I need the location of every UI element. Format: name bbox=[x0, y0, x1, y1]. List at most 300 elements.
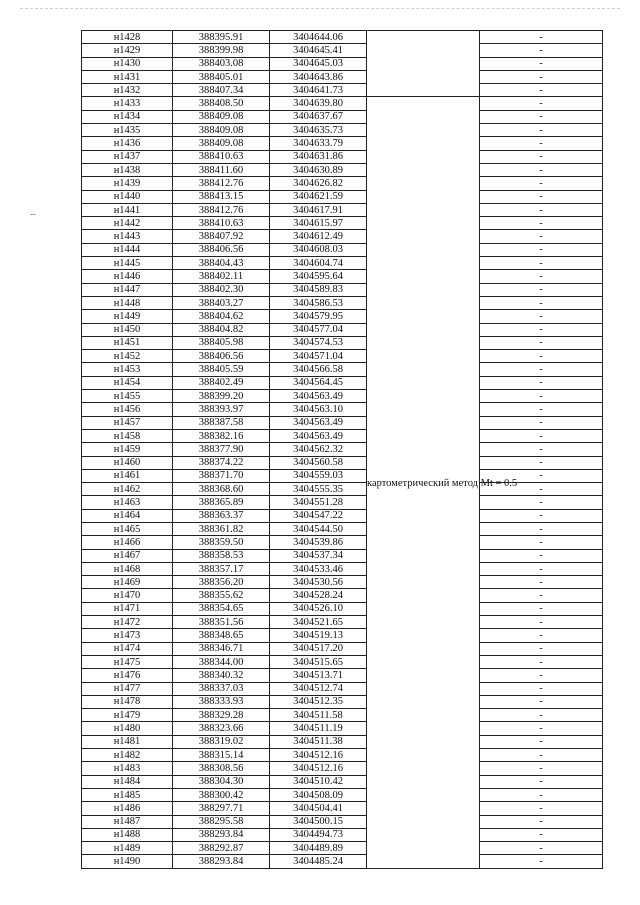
point-id-cell: н1432 bbox=[82, 84, 173, 97]
table-row bbox=[82, 655, 603, 668]
accuracy-dash-cell: - bbox=[480, 336, 603, 349]
y-coordinate-cell: 3404494.73 bbox=[270, 828, 367, 841]
accuracy-dash-cell: - bbox=[480, 230, 603, 243]
x-coordinate-cell: 388412.76 bbox=[173, 203, 270, 216]
y-coordinate-cell: 3404515.65 bbox=[270, 655, 367, 668]
coordinates-table bbox=[81, 30, 603, 869]
x-coordinate-cell: 388374.22 bbox=[173, 456, 270, 469]
x-coordinate-cell: 388315.14 bbox=[173, 749, 270, 762]
table-row bbox=[82, 124, 603, 137]
accuracy-dash-cell: - bbox=[480, 775, 603, 788]
x-coordinate-cell: 388357.17 bbox=[173, 562, 270, 575]
table-row bbox=[82, 270, 603, 283]
table-row bbox=[82, 536, 603, 549]
y-coordinate-cell: 3404639.80 bbox=[270, 97, 367, 110]
point-id-cell: н1437 bbox=[82, 150, 173, 163]
point-id-cell: н1443 bbox=[82, 230, 173, 243]
x-coordinate-cell: 388409.08 bbox=[173, 137, 270, 150]
x-coordinate-cell: 388413.15 bbox=[173, 190, 270, 203]
x-coordinate-cell: 388361.82 bbox=[173, 522, 270, 535]
accuracy-dash-cell: - bbox=[480, 536, 603, 549]
y-coordinate-cell: 3404608.03 bbox=[270, 243, 367, 256]
x-coordinate-cell: 388308.56 bbox=[173, 762, 270, 775]
accuracy-dash-cell: - bbox=[480, 323, 603, 336]
x-coordinate-cell: 388406.56 bbox=[173, 243, 270, 256]
table-row bbox=[82, 828, 603, 841]
table-row bbox=[82, 70, 603, 83]
method-cell: картометрический метод Mt = 0.5 bbox=[367, 97, 480, 868]
y-coordinate-cell: 3404626.82 bbox=[270, 177, 367, 190]
x-coordinate-cell: 388402.49 bbox=[173, 376, 270, 389]
x-coordinate-cell: 388403.27 bbox=[173, 296, 270, 309]
y-coordinate-cell: 3404508.09 bbox=[270, 788, 367, 801]
accuracy-dash-cell: - bbox=[480, 642, 603, 655]
point-id-cell: н1480 bbox=[82, 722, 173, 735]
table-row bbox=[82, 429, 603, 442]
accuracy-dash-cell: - bbox=[480, 390, 603, 403]
point-id-cell: н1459 bbox=[82, 443, 173, 456]
y-coordinate-cell: 3404641.73 bbox=[270, 84, 367, 97]
table-row bbox=[82, 217, 603, 230]
y-coordinate-cell: 3404617.91 bbox=[270, 203, 367, 216]
y-coordinate-cell: 3404512.35 bbox=[270, 695, 367, 708]
point-id-cell: н1439 bbox=[82, 177, 173, 190]
point-id-cell: н1438 bbox=[82, 163, 173, 176]
point-id-cell: н1487 bbox=[82, 815, 173, 828]
table-row bbox=[82, 642, 603, 655]
point-id-cell: н1460 bbox=[82, 456, 173, 469]
accuracy-dash-cell: - bbox=[480, 137, 603, 150]
table-row bbox=[82, 31, 603, 44]
point-id-cell: н1441 bbox=[82, 203, 173, 216]
point-id-cell: н1469 bbox=[82, 576, 173, 589]
y-coordinate-cell: 3404533.46 bbox=[270, 562, 367, 575]
accuracy-dash-cell: - bbox=[480, 509, 603, 522]
y-coordinate-cell: 3404644.06 bbox=[270, 31, 367, 44]
point-id-cell: н1436 bbox=[82, 137, 173, 150]
accuracy-dash-cell: - bbox=[480, 669, 603, 682]
table-row bbox=[82, 749, 603, 762]
accuracy-dash-cell: - bbox=[480, 203, 603, 216]
x-coordinate-cell: 388371.70 bbox=[173, 469, 270, 482]
accuracy-dash-cell: - bbox=[480, 376, 603, 389]
table-row bbox=[82, 177, 603, 190]
point-id-cell: н1482 bbox=[82, 749, 173, 762]
accuracy-dash-cell: - bbox=[480, 842, 603, 855]
x-coordinate-cell: 388293.84 bbox=[173, 855, 270, 868]
x-coordinate-cell: 388382.16 bbox=[173, 429, 270, 442]
accuracy-dash-cell: - bbox=[480, 722, 603, 735]
x-coordinate-cell: 388365.89 bbox=[173, 496, 270, 509]
accuracy-dash-cell: - bbox=[480, 682, 603, 695]
y-coordinate-cell: 3404562.32 bbox=[270, 443, 367, 456]
x-coordinate-cell: 388356.20 bbox=[173, 576, 270, 589]
y-coordinate-cell: 3404544.50 bbox=[270, 522, 367, 535]
accuracy-dash-cell: - bbox=[480, 855, 603, 868]
y-coordinate-cell: 3404537.34 bbox=[270, 549, 367, 562]
x-coordinate-cell: 388402.11 bbox=[173, 270, 270, 283]
y-coordinate-cell: 3404512.16 bbox=[270, 762, 367, 775]
accuracy-dash-cell: - bbox=[480, 695, 603, 708]
y-coordinate-cell: 3404615.97 bbox=[270, 217, 367, 230]
table-row bbox=[82, 695, 603, 708]
y-coordinate-cell: 3404511.38 bbox=[270, 735, 367, 748]
table-row bbox=[82, 416, 603, 429]
point-id-cell: н1448 bbox=[82, 296, 173, 309]
table-row bbox=[82, 562, 603, 575]
x-coordinate-cell: 388387.58 bbox=[173, 416, 270, 429]
table-row bbox=[82, 390, 603, 403]
x-coordinate-cell: 388351.56 bbox=[173, 616, 270, 629]
x-coordinate-cell: 388333.93 bbox=[173, 695, 270, 708]
point-id-cell: н1433 bbox=[82, 97, 173, 110]
point-id-cell: н1434 bbox=[82, 110, 173, 123]
y-coordinate-cell: 3404633.79 bbox=[270, 137, 367, 150]
table-row bbox=[82, 735, 603, 748]
y-coordinate-cell: 3404612.49 bbox=[270, 230, 367, 243]
accuracy-dash-cell: - bbox=[480, 31, 603, 44]
point-id-cell: н1473 bbox=[82, 629, 173, 642]
table-row bbox=[82, 283, 603, 296]
table-row bbox=[82, 762, 603, 775]
point-id-cell: н1467 bbox=[82, 549, 173, 562]
accuracy-dash-cell: - bbox=[480, 443, 603, 456]
point-id-cell: н1464 bbox=[82, 509, 173, 522]
x-coordinate-cell: 388295.58 bbox=[173, 815, 270, 828]
point-id-cell: н1466 bbox=[82, 536, 173, 549]
accuracy-dash-cell: - bbox=[480, 828, 603, 841]
y-coordinate-cell: 3404586.53 bbox=[270, 296, 367, 309]
x-coordinate-cell: 388292.87 bbox=[173, 842, 270, 855]
point-id-cell: н1476 bbox=[82, 669, 173, 682]
y-coordinate-cell: 3404645.03 bbox=[270, 57, 367, 70]
accuracy-dash-cell: - bbox=[480, 429, 603, 442]
point-id-cell: н1478 bbox=[82, 695, 173, 708]
point-id-cell: н1474 bbox=[82, 642, 173, 655]
table-row bbox=[82, 363, 603, 376]
point-id-cell: н1455 bbox=[82, 390, 173, 403]
point-id-cell: н1490 bbox=[82, 855, 173, 868]
y-coordinate-cell: 3404630.89 bbox=[270, 163, 367, 176]
y-coordinate-cell: 3404528.24 bbox=[270, 589, 367, 602]
accuracy-dash-cell: - bbox=[480, 576, 603, 589]
x-coordinate-cell: 388412.76 bbox=[173, 177, 270, 190]
table-row bbox=[82, 709, 603, 722]
scan-speck bbox=[30, 214, 36, 215]
x-coordinate-cell: 388377.90 bbox=[173, 443, 270, 456]
point-id-cell: н1453 bbox=[82, 363, 173, 376]
y-coordinate-cell: 3404635.73 bbox=[270, 124, 367, 137]
point-id-cell: н1488 bbox=[82, 828, 173, 841]
point-id-cell: н1450 bbox=[82, 323, 173, 336]
x-coordinate-cell: 388300.42 bbox=[173, 788, 270, 801]
accuracy-dash-cell: - bbox=[480, 416, 603, 429]
x-coordinate-cell: 388368.60 bbox=[173, 483, 270, 496]
accuracy-dash-cell: - bbox=[480, 84, 603, 97]
x-coordinate-cell: 388348.65 bbox=[173, 629, 270, 642]
accuracy-dash-cell: - bbox=[480, 403, 603, 416]
point-id-cell: н1446 bbox=[82, 270, 173, 283]
table-row bbox=[82, 682, 603, 695]
x-coordinate-cell: 388323.66 bbox=[173, 722, 270, 735]
x-coordinate-cell: 388355.62 bbox=[173, 589, 270, 602]
x-coordinate-cell: 388393.97 bbox=[173, 403, 270, 416]
point-id-cell: н1431 bbox=[82, 70, 173, 83]
y-coordinate-cell: 3404643.86 bbox=[270, 70, 367, 83]
accuracy-dash-cell: - bbox=[480, 709, 603, 722]
point-id-cell: н1477 bbox=[82, 682, 173, 695]
y-coordinate-cell: 3404547.22 bbox=[270, 509, 367, 522]
y-coordinate-cell: 3404563.49 bbox=[270, 416, 367, 429]
y-coordinate-cell: 3404574.53 bbox=[270, 336, 367, 349]
coordinates-table-body bbox=[82, 31, 603, 869]
accuracy-dash-cell: - bbox=[480, 57, 603, 70]
accuracy-dash-cell: - bbox=[480, 163, 603, 176]
table-row bbox=[82, 57, 603, 70]
table-row bbox=[82, 483, 603, 496]
accuracy-dash-cell: - bbox=[480, 616, 603, 629]
y-coordinate-cell: 3404489.89 bbox=[270, 842, 367, 855]
y-coordinate-cell: 3404571.04 bbox=[270, 350, 367, 363]
y-coordinate-cell: 3404500.15 bbox=[270, 815, 367, 828]
x-coordinate-cell: 388410.63 bbox=[173, 150, 270, 163]
x-coordinate-cell: 388404.82 bbox=[173, 323, 270, 336]
accuracy-dash-cell: - bbox=[480, 363, 603, 376]
accuracy-dash-cell: - bbox=[480, 97, 603, 110]
point-id-cell: н1454 bbox=[82, 376, 173, 389]
point-id-cell: н1470 bbox=[82, 589, 173, 602]
x-coordinate-cell: 388405.98 bbox=[173, 336, 270, 349]
table-row bbox=[82, 310, 603, 323]
x-coordinate-cell: 388304.30 bbox=[173, 775, 270, 788]
point-id-cell: н1430 bbox=[82, 57, 173, 70]
point-id-cell: н1479 bbox=[82, 709, 173, 722]
accuracy-dash-cell: - bbox=[480, 522, 603, 535]
point-id-cell: н1486 bbox=[82, 802, 173, 815]
point-id-cell: н1462 bbox=[82, 483, 173, 496]
y-coordinate-cell: 3404504.41 bbox=[270, 802, 367, 815]
table-row bbox=[82, 443, 603, 456]
y-coordinate-cell: 3404564.45 bbox=[270, 376, 367, 389]
point-id-cell: н1456 bbox=[82, 403, 173, 416]
scan-top-edge bbox=[20, 8, 620, 9]
x-coordinate-cell: 388408.50 bbox=[173, 97, 270, 110]
x-coordinate-cell: 388404.62 bbox=[173, 310, 270, 323]
x-coordinate-cell: 388329.28 bbox=[173, 709, 270, 722]
accuracy-dash-cell: - bbox=[480, 629, 603, 642]
x-coordinate-cell: 388410.63 bbox=[173, 217, 270, 230]
accuracy-dash-cell: - bbox=[480, 44, 603, 57]
x-coordinate-cell: 388297.71 bbox=[173, 802, 270, 815]
accuracy-dash-cell: - bbox=[480, 150, 603, 163]
accuracy-dash-cell: - bbox=[480, 110, 603, 123]
y-coordinate-cell: 3404566.58 bbox=[270, 363, 367, 376]
point-id-cell: н1457 bbox=[82, 416, 173, 429]
table-row bbox=[82, 842, 603, 855]
x-coordinate-cell: 388407.92 bbox=[173, 230, 270, 243]
x-coordinate-cell: 388395.91 bbox=[173, 31, 270, 44]
x-coordinate-cell: 388359.50 bbox=[173, 536, 270, 549]
y-coordinate-cell: 3404485.24 bbox=[270, 855, 367, 868]
table-row bbox=[82, 815, 603, 828]
x-coordinate-cell: 388409.08 bbox=[173, 110, 270, 123]
table-row bbox=[82, 802, 603, 815]
table-row bbox=[82, 97, 603, 110]
point-id-cell: н1442 bbox=[82, 217, 173, 230]
y-coordinate-cell: 3404521.65 bbox=[270, 616, 367, 629]
point-id-cell: н1463 bbox=[82, 496, 173, 509]
x-coordinate-cell: 388346.71 bbox=[173, 642, 270, 655]
y-coordinate-cell: 3404559.03 bbox=[270, 469, 367, 482]
accuracy-dash-cell: - bbox=[480, 350, 603, 363]
table-row bbox=[82, 110, 603, 123]
table-row bbox=[82, 616, 603, 629]
point-id-cell: н1435 bbox=[82, 124, 173, 137]
accuracy-dash-cell: - bbox=[480, 257, 603, 270]
y-coordinate-cell: 3404631.86 bbox=[270, 150, 367, 163]
table-row bbox=[82, 203, 603, 216]
point-id-cell: н1447 bbox=[82, 283, 173, 296]
accuracy-dash-cell: - bbox=[480, 589, 603, 602]
accuracy-dash-cell: - bbox=[480, 735, 603, 748]
point-id-cell: н1429 bbox=[82, 44, 173, 57]
y-coordinate-cell: 3404510.42 bbox=[270, 775, 367, 788]
y-coordinate-cell: 3404560.58 bbox=[270, 456, 367, 469]
x-coordinate-cell: 388354.65 bbox=[173, 602, 270, 615]
point-id-cell: н1465 bbox=[82, 522, 173, 535]
table-row bbox=[82, 509, 603, 522]
y-coordinate-cell: 3404555.35 bbox=[270, 483, 367, 496]
x-coordinate-cell: 388404.43 bbox=[173, 257, 270, 270]
y-coordinate-cell: 3404604.74 bbox=[270, 257, 367, 270]
x-coordinate-cell: 388403.08 bbox=[173, 57, 270, 70]
table-row bbox=[82, 403, 603, 416]
table-row bbox=[82, 496, 603, 509]
point-id-cell: н1485 bbox=[82, 788, 173, 801]
method-cell-empty bbox=[367, 31, 480, 97]
point-id-cell: н1445 bbox=[82, 257, 173, 270]
accuracy-dash-cell: - bbox=[480, 496, 603, 509]
accuracy-dash-cell: - bbox=[480, 270, 603, 283]
table-row bbox=[82, 44, 603, 57]
point-id-cell: н1444 bbox=[82, 243, 173, 256]
y-coordinate-cell: 3404577.04 bbox=[270, 323, 367, 336]
y-coordinate-cell: 3404621.59 bbox=[270, 190, 367, 203]
x-coordinate-cell: 388411.60 bbox=[173, 163, 270, 176]
point-id-cell: н1468 bbox=[82, 562, 173, 575]
point-id-cell: н1452 bbox=[82, 350, 173, 363]
table-row bbox=[82, 855, 603, 868]
y-coordinate-cell: 3404526.10 bbox=[270, 602, 367, 615]
table-row bbox=[82, 589, 603, 602]
point-id-cell: н1471 bbox=[82, 602, 173, 615]
table-row bbox=[82, 190, 603, 203]
y-coordinate-cell: 3404637.67 bbox=[270, 110, 367, 123]
accuracy-dash-cell: - bbox=[480, 177, 603, 190]
x-coordinate-cell: 388405.59 bbox=[173, 363, 270, 376]
accuracy-dash-cell: - bbox=[480, 655, 603, 668]
accuracy-dash-cell: - bbox=[480, 602, 603, 615]
accuracy-dash-cell: - bbox=[480, 549, 603, 562]
table-row bbox=[82, 163, 603, 176]
table-row bbox=[82, 469, 603, 482]
x-coordinate-cell: 388340.32 bbox=[173, 669, 270, 682]
table-row bbox=[82, 522, 603, 535]
table-row bbox=[82, 456, 603, 469]
table-row bbox=[82, 350, 603, 363]
x-coordinate-cell: 388406.56 bbox=[173, 350, 270, 363]
table-row bbox=[82, 775, 603, 788]
accuracy-dash-cell: - bbox=[480, 749, 603, 762]
point-id-cell: н1458 bbox=[82, 429, 173, 442]
accuracy-dash-cell: - bbox=[480, 124, 603, 137]
y-coordinate-cell: 3404645.41 bbox=[270, 44, 367, 57]
table-row bbox=[82, 84, 603, 97]
y-coordinate-cell: 3404517.20 bbox=[270, 642, 367, 655]
table-row bbox=[82, 336, 603, 349]
y-coordinate-cell: 3404551.28 bbox=[270, 496, 367, 509]
point-id-cell: н1483 bbox=[82, 762, 173, 775]
y-coordinate-cell: 3404519.13 bbox=[270, 629, 367, 642]
x-coordinate-cell: 388319.02 bbox=[173, 735, 270, 748]
point-id-cell: н1489 bbox=[82, 842, 173, 855]
accuracy-dash-cell: - bbox=[480, 310, 603, 323]
table-row bbox=[82, 549, 603, 562]
table-row bbox=[82, 150, 603, 163]
table-row bbox=[82, 296, 603, 309]
x-coordinate-cell: 388344.00 bbox=[173, 655, 270, 668]
point-id-cell: н1449 bbox=[82, 310, 173, 323]
point-id-cell: н1451 bbox=[82, 336, 173, 349]
x-coordinate-cell: 388293.84 bbox=[173, 828, 270, 841]
y-coordinate-cell: 3404511.19 bbox=[270, 722, 367, 735]
point-id-cell: н1428 bbox=[82, 31, 173, 44]
table-row bbox=[82, 243, 603, 256]
accuracy-dash-cell: - bbox=[480, 815, 603, 828]
y-coordinate-cell: 3404563.10 bbox=[270, 403, 367, 416]
y-coordinate-cell: 3404563.49 bbox=[270, 429, 367, 442]
accuracy-dash-cell: - bbox=[480, 456, 603, 469]
table-row bbox=[82, 722, 603, 735]
y-coordinate-cell: 3404512.16 bbox=[270, 749, 367, 762]
table-row bbox=[82, 257, 603, 270]
accuracy-dash-cell: - bbox=[480, 562, 603, 575]
x-coordinate-cell: 388399.98 bbox=[173, 44, 270, 57]
x-coordinate-cell: 388363.37 bbox=[173, 509, 270, 522]
accuracy-dash-cell: - bbox=[480, 788, 603, 801]
x-coordinate-cell: 388358.53 bbox=[173, 549, 270, 562]
y-coordinate-cell: 3404530.56 bbox=[270, 576, 367, 589]
accuracy-dash-cell: - bbox=[480, 469, 603, 482]
y-coordinate-cell: 3404512.74 bbox=[270, 682, 367, 695]
table-row bbox=[82, 376, 603, 389]
accuracy-dash-cell: - bbox=[480, 70, 603, 83]
accuracy-dash-cell: - bbox=[480, 483, 603, 496]
table-row bbox=[82, 323, 603, 336]
accuracy-dash-cell: - bbox=[480, 283, 603, 296]
y-coordinate-cell: 3404563.49 bbox=[270, 390, 367, 403]
y-coordinate-cell: 3404511.58 bbox=[270, 709, 367, 722]
table-row bbox=[82, 230, 603, 243]
table-row bbox=[82, 602, 603, 615]
y-coordinate-cell: 3404595.64 bbox=[270, 270, 367, 283]
x-coordinate-cell: 388405.01 bbox=[173, 70, 270, 83]
point-id-cell: н1440 bbox=[82, 190, 173, 203]
point-id-cell: н1484 bbox=[82, 775, 173, 788]
accuracy-dash-cell: - bbox=[480, 217, 603, 230]
y-coordinate-cell: 3404513.71 bbox=[270, 669, 367, 682]
table-row bbox=[82, 788, 603, 801]
